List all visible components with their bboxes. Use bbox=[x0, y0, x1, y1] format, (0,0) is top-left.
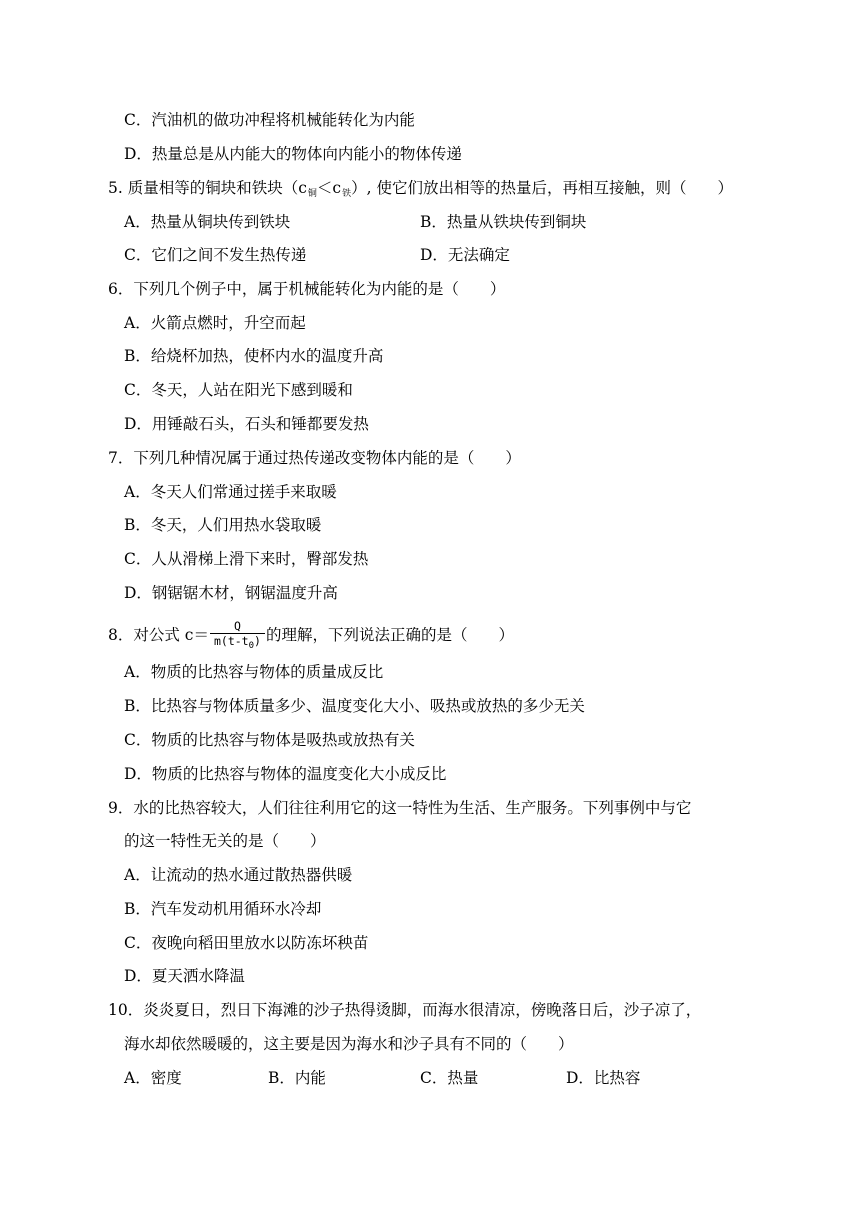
q7-stem: 7．下列几种情况属于通过热传递改变物体内能的是（ ） bbox=[108, 449, 521, 467]
q5-option-d: D．无法确定 bbox=[420, 246, 510, 264]
formula-den-sub: 0 bbox=[248, 641, 255, 651]
q6-option-d: D．用锤敲石头，石头和锤都要发热 bbox=[124, 415, 369, 433]
q6-option-c: C．冬天，人站在阳光下感到暖和 bbox=[124, 381, 353, 399]
q5-option-a: A．热量从铜块传到铁块 bbox=[124, 213, 291, 231]
q6-option-a: A．火箭点燃时，升空而起 bbox=[124, 314, 306, 332]
q10-option-b: B．内能 bbox=[268, 1069, 326, 1087]
q5-option-c: C．它们之间不发生热传递 bbox=[124, 246, 307, 264]
q10-option-d: D．比热容 bbox=[566, 1069, 641, 1087]
q9-option-d: D．夏天洒水降温 bbox=[124, 967, 245, 985]
q4-option-d: D．热量总是从内能大的物体向内能小的物体传递 bbox=[124, 145, 462, 163]
q10-option-c: C．热量 bbox=[420, 1069, 479, 1087]
q10-stem-line1: 10．炎炎夏日，烈日下海滩的沙子热得烫脚，而海水很清凉，傍晚落日后，沙子凉了， bbox=[108, 1001, 702, 1019]
q4-option-c: C．汽油机的做功冲程将机械能转化为内能 bbox=[124, 111, 415, 129]
q8-stem-post: 的理解，下列说法正确的是（ ） bbox=[265, 626, 514, 644]
q5-sub-copper: 铜 bbox=[307, 189, 317, 199]
formula-den-close: ) bbox=[254, 634, 261, 648]
q8-stem bbox=[108, 619, 514, 653]
q9-stem-line1: 9．水的比热容较大，人们往往利用它的这一特性为生活、生产服务。下列事例中与它 bbox=[108, 799, 692, 817]
formula-denominator bbox=[210, 633, 265, 653]
formula-numerator: Q bbox=[234, 619, 241, 633]
q6-option-b: B．给烧杯加热，使杯内水的温度升高 bbox=[124, 347, 384, 365]
q8-option-d: D．物质的比热容与物体的温度变化大小成反比 bbox=[124, 765, 447, 783]
q9-stem-line2: 的这一特性无关的是（ ） bbox=[124, 832, 326, 850]
formula-den-main: m(t-t bbox=[213, 634, 249, 648]
q5-sub-iron: 铁 bbox=[342, 189, 352, 199]
q5-stem-part-c: ）, 使它们放出相等的热量后，再相互接触，则（ ） bbox=[351, 179, 733, 197]
q7-option-b: B．冬天，人们用热水袋取暖 bbox=[124, 516, 322, 534]
q8-stem-pre: 8．对公式 c＝ bbox=[108, 626, 209, 644]
q8-option-b: B．比热容与物体质量多少、温度变化大小、吸热或放热的多少无关 bbox=[124, 697, 585, 715]
q5-stem bbox=[108, 178, 733, 204]
q8-option-c: C．物质的比热容与物体是吸热或放热有关 bbox=[124, 731, 415, 749]
q9-option-b: B．汽车发动机用循环水冷却 bbox=[124, 900, 322, 918]
q10-option-a: A．密度 bbox=[124, 1069, 182, 1087]
q9-option-a: A．让流动的热水通过散热器供暖 bbox=[124, 866, 353, 884]
formula-fraction bbox=[210, 619, 265, 653]
q5-stem-part-a: 5. 质量相等的铜块和铁块（c bbox=[108, 179, 307, 197]
q7-option-a: A．冬天人们常通过搓手来取暖 bbox=[124, 483, 337, 501]
q7-option-c: C．人从滑梯上滑下来时，臀部发热 bbox=[124, 550, 369, 568]
q10-stem-line2: 海水却依然暖暖的，这主要是因为海水和沙子具有不同的（ ） bbox=[124, 1035, 574, 1053]
q9-option-c: C．夜晚向稻田里放水以防冻坏秧苗 bbox=[124, 934, 369, 952]
q6-stem: 6．下列几个例子中，属于机械能转化为内能的是（ ） bbox=[108, 280, 506, 298]
q5-stem-part-b: ＜c bbox=[316, 179, 342, 197]
q5-option-b: B．热量从铁块传到铜块 bbox=[420, 213, 587, 231]
q8-option-a: A．物质的比热容与物体的质量成反比 bbox=[124, 663, 384, 681]
q7-option-d: D．钢锯锯木材，钢锯温度升高 bbox=[124, 584, 338, 602]
